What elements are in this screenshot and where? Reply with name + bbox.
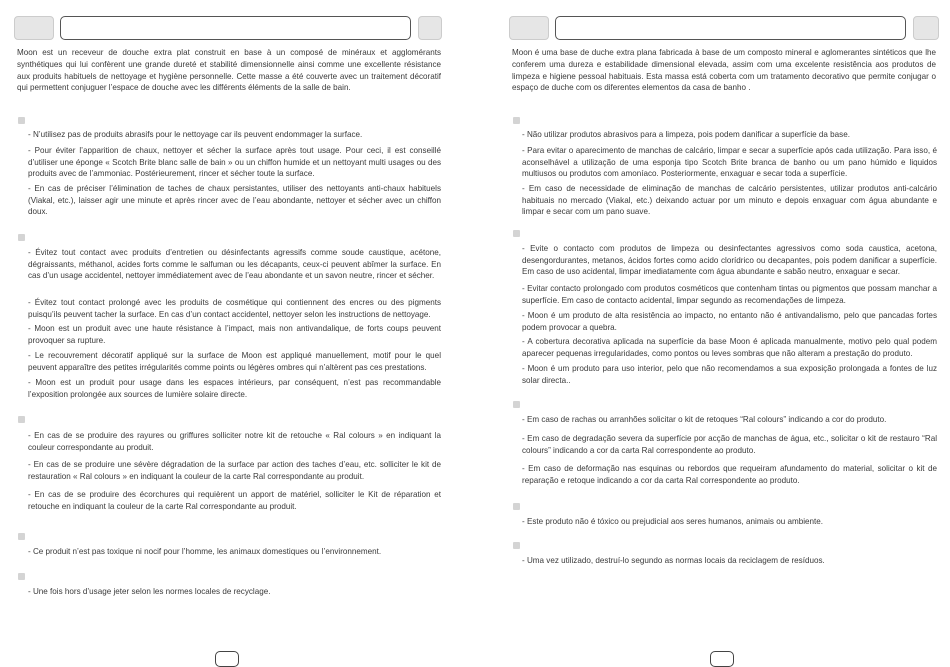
paragraph: - N’utilisez pas de produits abrasifs pour le nettoyage car ils peuvent endommager la surface. — [28, 130, 363, 139]
header-left-tab — [14, 16, 54, 40]
paragraph: - En cas de se produire des écorchures qui requièrent un apport de matériel, solliciter le Kit de réparation et retouche en indiquant la couleur de la carte Ral correspondante au produit. — [28, 490, 441, 511]
paragraph: - Não utilizar produtos abrasivos para a limpeza, pois podem danificar a superfície da base. — [522, 130, 850, 139]
header-left-tab — [509, 16, 549, 40]
paragraph: - En cas de préciser l’élimination de taches de chaux persistantes, utiliser des nettoyants anti-chaux habituels (Viakal, etc.), laisser agir une minute et après rincer avec de l’eau abondante, nettoyer et sécher avec un chiffon doux. — [28, 184, 441, 217]
paragraph: - Em caso de rachas ou arranhões solicitar o kit de retoques “Ral colours” indicando a cor do produto. — [522, 415, 887, 424]
section-icon — [513, 117, 520, 124]
intro-text: Moon est un receveur de douche extra plat construit en base à un composé de minéraux et agglomérants synthétiques qui lui confèrent une grande dureté et stabilité dimensionnelle ainsi comme une excellente résistance aux produits habituels de nettoyage et hygiène personnelle. Cette masse a été couverte avec un traitement décoratif qui permettent conjuguer l’espace de douche avec les différents éléments de la salle de bain. — [17, 48, 441, 93]
paragraph: - Évitez tout contact avec produits d’entretien ou désinfectants agressifs comme soude caustique, acétone, dégraissants, méthanol, acides forts comme le salfuman ou les décapants, ceux-ci peuvent abîmer la surface. En cas d’un usage accidentel, nettoyer immédiatement avec de l’eau abondante et un savon neutre, rincer et sécher. — [28, 248, 441, 281]
page-number-box — [710, 651, 734, 667]
page-french — [0, 0, 475, 659]
paragraph: - Moon é um produto para uso interior, pelo que não recomendamos a sua exposição prolongada a fontes de luz solar directa.. — [522, 364, 937, 385]
section-icon — [18, 117, 25, 124]
header-right-tab — [913, 16, 939, 40]
section-icon — [18, 234, 25, 241]
paragraph: - Uma vez utilizado, destruí-lo segundo as normas locais da reciclagem de resíduos. — [522, 556, 825, 565]
paragraph: - Este produto não é tóxico ou prejudicial aos seres humanos, animais ou ambiente. — [522, 517, 823, 526]
section-icon — [513, 230, 520, 237]
intro-text: Moon é uma base de duche extra plana fabricada à base de um composto mineral e aglomerantes sintéticos que lhe conferem uma dureza e estabilidade dimensional elevada, assim com uma excelente resistência aos produtos de limpeza e higiene pessoal habituais. Esta massa está coberta com um tratamento decorativo que permite conjugar o espaço de duche com os diferentes elementos da casa de banho . — [512, 48, 936, 93]
paragraph: - Pour éviter l’apparition de chaux, nettoyer et sécher la surface après tout usage. Pour ceci, il est conseillé d’utiliser une éponge « Scotch Brite blanc salle de bain » ou un chiffon humide et un nettoyant multi usages ou des produits avec de l’ammoniac. Postérieurement, rincer et sécher toute la surface. — [28, 146, 441, 179]
paragraph: - Moon est un produit pour usage dans les espaces intérieurs, par conséquent, n’est pas recommandable l’exposition prolongée aux sources de lumière solaire directe. — [28, 378, 441, 399]
paragraph: - Une fois hors d’usage jeter selon les normes locales de recyclage. — [28, 587, 271, 596]
section-icon — [18, 573, 25, 580]
paragraph: - Moon est un produit avec une haute résistance à l’impact, mais non antivandalique, de forts coups peuvent provoquer sa rupture. — [28, 324, 441, 345]
paragraph: - Em caso de degradação severa da superfície por acção de manchas de água, etc., solicitar o kit de restauro “Ral colours” indicando a cor da carta Ral correspondente ao produto. — [522, 434, 937, 455]
section-icon — [513, 542, 520, 549]
paragraph: - Evitar contacto prolongado com produtos cosméticos que contenham tintas ou pigmentos que possam manchar a superfície. Em caso de contacto acidental, limpar segundo as recomendações de limpeza. — [522, 284, 937, 305]
paragraph: - Em caso de deformação nas esquinas ou rebordos que requeiram afundamento do material, solicitar o kit de reparação e retoque indicando a cor da carta Ral correspondente ao produto. — [522, 464, 937, 485]
paragraph: - Moon é um produto de alta resistência ao impacto, no entanto não é antivandalismo, pelo que pancadas fortes podem provocar a quebra. — [522, 311, 937, 332]
page-portuguese — [495, 0, 950, 659]
header-right-tab — [418, 16, 442, 40]
paragraph: - Le recouvrement décoratif appliqué sur la surface de Moon est appliqué manuellement, motif pour le quel peuvent apparaître des petites irrégularités comme points ou légères ombres qui n’altèrent pas ces prestations. — [28, 351, 441, 372]
paragraph: - Évitez tout contact prolongé avec les produits de cosmétique qui contiennent des encres ou des pigments puisqu’ils peuvent tacher la surface. En cas d’un contact accidentel, nettoyer selon les instructions de nettoyage. — [28, 298, 441, 319]
paragraph: - En cas de se produire des rayures ou griffures solliciter notre kit de retouche « Ral colours » en indiquant la couleur correspondante au produit. — [28, 431, 441, 452]
paragraph: - Evite o contacto com produtos de limpeza ou desinfectantes agressivos como soda caustica, acetona, desengordurantes, metanos, ácidos fortes como acido clorídrico ou decapantes, pois podem danificar a superfície. Em caso de uso acidental, limpar imediatamente com água abundante e sabão neutro, enxaguar e secar. — [522, 244, 937, 277]
paragraph: - Ce produit n’est pas toxique ni nocif pour l’homme, les animaux domestiques ou l’environnement. — [28, 547, 382, 556]
paragraph: - A cobertura decorativa aplicada na superfície da base Moon é aplicada manualmente, motivo pelo qual podem aparecer pequenas irregularidades, como pontos ou leves sombras que não alteram a prestação do produto. — [522, 337, 937, 358]
paragraph: - Em caso de necessidade de eliminação de manchas de calcário persistentes, utilizar produtos anti-calcário habituais no mercado (Viakal, etc.) deixando actuar por um minuto e depois enxaguar com água abundante e limpar e secar com um pano suave. — [522, 184, 937, 217]
section-icon — [18, 533, 25, 540]
section-icon — [18, 416, 25, 423]
paragraph: - En cas de se produire une sévère dégradation de la surface par action des taches d’eau, etc. solliciter le kit de restauration « Ral colours » en indiquant la couleur de la carte Ral correspondante au produit. — [28, 460, 441, 481]
paragraph: - Para evitar o aparecimento de manchas de calcário, limpar e secar a superfície após cada utilização. Para isso, é aconselhável a utilização de uma esponja tipo Scotch Brite branca de banho ou um pano húmido e liquidos multiusos ou produtos com amoníaco. Posteriormente, enxaguar e secar toda a superfície. — [522, 146, 937, 179]
section-icon — [513, 401, 520, 408]
header-title-box — [555, 16, 906, 40]
page-number-box — [215, 651, 239, 667]
header-title-box — [60, 16, 411, 40]
section-icon — [513, 503, 520, 510]
